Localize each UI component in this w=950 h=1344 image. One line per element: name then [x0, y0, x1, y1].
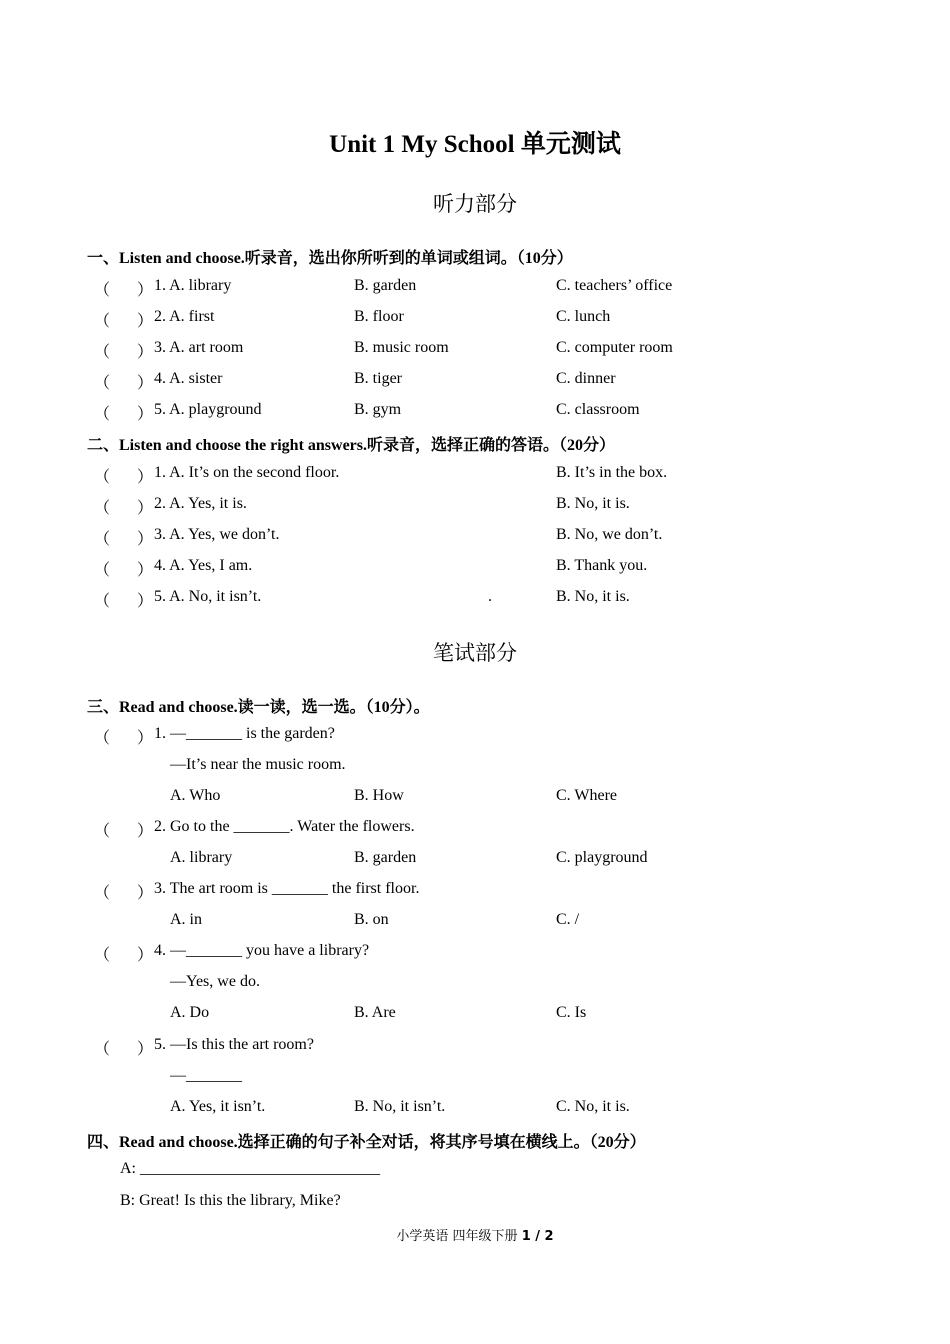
answer-paren-right: ）: [137, 500, 154, 517]
question-option-b: B. floor: [354, 308, 404, 325]
option-b: B. No, it isn’t.: [354, 1098, 446, 1115]
dialogue-line: —_______: [170, 1067, 242, 1084]
option-c: C. playground: [556, 849, 648, 866]
answer-paren-right: ）: [137, 344, 154, 361]
question-stem: 4. —_______ you have a library?: [154, 942, 370, 959]
answer-paren-right: ）: [137, 313, 154, 330]
stray-dot: .: [488, 588, 492, 605]
answer-paren-left: （: [94, 406, 111, 423]
question-option-b: B. garden: [354, 277, 417, 294]
question-option-a: 5. A. No, it isn’t.: [154, 588, 262, 605]
answer-paren-right: ）: [137, 730, 154, 747]
dialogue-line: —Yes, we do.: [170, 973, 260, 990]
option-c: C. /: [556, 911, 580, 928]
answer-paren-left: （: [94, 730, 111, 747]
answer-paren-right: ）: [137, 593, 154, 610]
dialogue-line: —It’s near the music room.: [170, 756, 346, 773]
question-option-a: 4. A. Yes, I am.: [154, 557, 253, 574]
question-option-b: B. No, we don’t.: [556, 526, 663, 543]
option-b: B. on: [354, 911, 389, 928]
option-c: C. No, it is.: [556, 1098, 630, 1115]
answer-paren-left: （: [94, 375, 111, 392]
option-a: A. Who: [170, 787, 221, 804]
question-option-a: 3. A. art room: [154, 339, 244, 356]
question-option-b: B. Thank you.: [556, 557, 648, 574]
question-stem: 3. The art room is _______ the first floor.: [154, 880, 420, 897]
question-option-a: 2. A. first: [154, 308, 215, 325]
option-c: C. Where: [556, 787, 618, 804]
answer-paren-right: ）: [137, 562, 154, 579]
answer-paren-left: （: [94, 1041, 111, 1058]
question-option-c: C. lunch: [556, 308, 611, 325]
page-title: Unit 1 My School 单元测试: [329, 131, 621, 158]
answer-paren-right: ）: [137, 469, 154, 486]
answer-paren-left: （: [94, 562, 111, 579]
answer-paren-left: （: [94, 823, 111, 840]
answer-paren-right: ）: [137, 375, 154, 392]
option-b: B. How: [354, 787, 404, 804]
question-option-a: 1. A. It’s on the second floor.: [154, 464, 340, 481]
question-option-b: B. No, it is.: [556, 588, 630, 605]
answer-paren-left: （: [94, 469, 111, 486]
question-option-a: 5. A. playground: [154, 401, 262, 418]
question-option-b: B. music room: [354, 339, 449, 356]
question-stem: 2. Go to the _______. Water the flowers.: [154, 818, 415, 835]
footer-text: 小学英语 四年级下册: [396, 1229, 522, 1244]
answer-paren-right: ）: [137, 1041, 154, 1058]
section-heading: 三、Read and choose.读一读，选一选。（10分）。: [87, 699, 430, 716]
part-heading-writing: 笔试部分: [433, 641, 517, 665]
part-heading-listening: 听力部分: [433, 192, 517, 216]
question-option-c: C. classroom: [556, 401, 640, 418]
answer-paren-right: ）: [137, 823, 154, 840]
page-number: 1 / 2: [521, 1229, 554, 1244]
dialogue-line: B: Great! Is this the library, Mike?: [120, 1192, 341, 1209]
question-stem: 5. —Is this the art room?: [154, 1036, 314, 1053]
option-a: A. library: [170, 849, 233, 866]
answer-paren-left: （: [94, 947, 111, 964]
section-heading: 四、Read and choose.选择正确的句子补全对话，将其序号填在横线上。（20分）: [87, 1134, 646, 1151]
answer-paren-right: ）: [137, 282, 154, 299]
option-a: A. Yes, it isn’t.: [170, 1098, 266, 1115]
answer-paren-right: ）: [137, 531, 154, 548]
option-a: A. in: [170, 911, 202, 928]
question-option-b: B. tiger: [354, 370, 402, 387]
dialogue-blank-line: A: ______________________________: [120, 1160, 380, 1177]
option-c: C. Is: [556, 1004, 587, 1021]
question-option-a: 4. A. sister: [154, 370, 223, 387]
question-option-b: B. It’s in the box.: [556, 464, 668, 481]
question-option-b: B. gym: [354, 401, 402, 418]
section-heading: 一、Listen and choose.听录音，选出你所听到的单词或组词。（10分）: [87, 250, 573, 267]
answer-paren-left: （: [94, 282, 111, 299]
question-option-a: 2. A. Yes, it is.: [154, 495, 247, 512]
question-option-c: C. teachers’ office: [556, 277, 673, 294]
question-option-a: 1. A. library: [154, 277, 232, 294]
answer-paren-right: ）: [137, 885, 154, 902]
answer-paren-right: ）: [137, 406, 154, 423]
question-option-c: C. dinner: [556, 370, 616, 387]
option-a: A. Do: [170, 1004, 210, 1021]
answer-paren-left: （: [94, 313, 111, 330]
question-option-c: C. computer room: [556, 339, 673, 356]
question-option-b: B. No, it is.: [556, 495, 630, 512]
question-stem: 1. —_______ is the garden?: [154, 725, 335, 742]
answer-paren-left: （: [94, 344, 111, 361]
answer-paren-left: （: [94, 593, 111, 610]
answer-paren-right: ）: [137, 947, 154, 964]
answer-paren-left: （: [94, 531, 111, 548]
question-option-a: 3. A. Yes, we don’t.: [154, 526, 280, 543]
answer-paren-left: （: [94, 500, 111, 517]
answer-paren-left: （: [94, 885, 111, 902]
option-b: B. garden: [354, 849, 417, 866]
section-heading: 二、Listen and choose the right answers.听录音，选择正确的答语。（20分）: [87, 437, 616, 454]
page-footer: [0, 1225, 950, 1244]
option-b: B. Are: [354, 1004, 396, 1021]
